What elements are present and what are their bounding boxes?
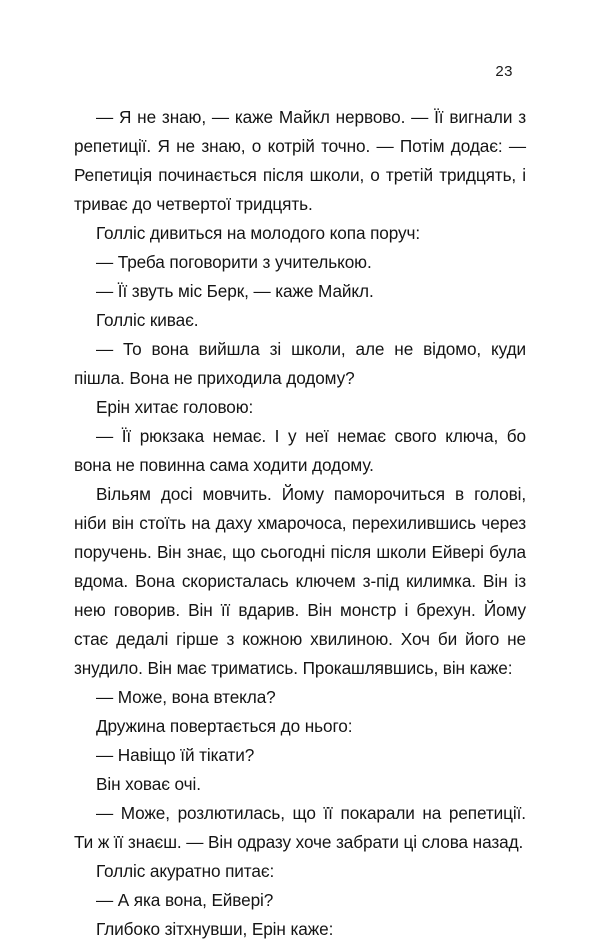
paragraph-3: — Треба поговорити з учителькою. (96, 252, 372, 272)
paragraph-12: — Навіщо їй тікати? (96, 745, 255, 765)
paragraph-15: Голліс акуратно питає: (96, 861, 275, 881)
page-number: 23 (495, 63, 513, 80)
paragraph-14: — Може, розлютилась, що її покарали на репетиції. Ти ж її знаєш. — Він одразу хоче забрати ці слова назад. (74, 803, 526, 852)
paragraph-7: Ерін хитає головою: (96, 397, 254, 417)
paragraph-1: — Я не знаю, — каже Майкл нервово. — Її вигнали з репетиції. Я не знаю, о котрій точно. — Потім додає: — Репетиція починається після школи, о третій тридцять, і триває до четвертої тридцять. (74, 107, 526, 214)
page-text (74, 103, 526, 944)
paragraph-4: — Її звуть міс Берк, — каже Майкл. (96, 281, 374, 301)
paragraph-11: Дружина повертається до нього: (96, 716, 353, 736)
paragraph-2: Голліс дивиться на молодого копа поруч: (96, 223, 421, 243)
paragraph-10: — Може, вона втекла? (96, 687, 276, 707)
paragraph-9: Вільям досі мовчить. Йому паморочиться в голові, ніби він стоїть на даху хмарочоса, перехилившись через поручень. Він знає, що сьогодні після школи Ейвері була вдома. Вона скористалась ключем з-під килимка. Він із нею говорив. Він її вдарив. Він монстр і брехун. Йому стає дедалі гірше з кожною хвилиною. Хоч би його не знудило. Він має триматись. Прокашлявшись, він каже: (74, 484, 526, 678)
paragraph-16: — А яка вона, Ейвері? (96, 890, 274, 910)
paragraph-17: Глибоко зітхнувши, Ерін каже: (96, 919, 334, 939)
paragraph-6: — То вона вийшла зі школи, але не відомо, куди пішла. Вона не приходила додому? (74, 339, 526, 388)
paragraph-8: — Її рюкзака немає. І у неї немає свого ключа, бо вона не повинна сама ходити додому. (74, 426, 526, 475)
paragraph-13: Він ховає очі. (96, 774, 201, 794)
paragraph-5: Голліс киває. (96, 310, 199, 330)
